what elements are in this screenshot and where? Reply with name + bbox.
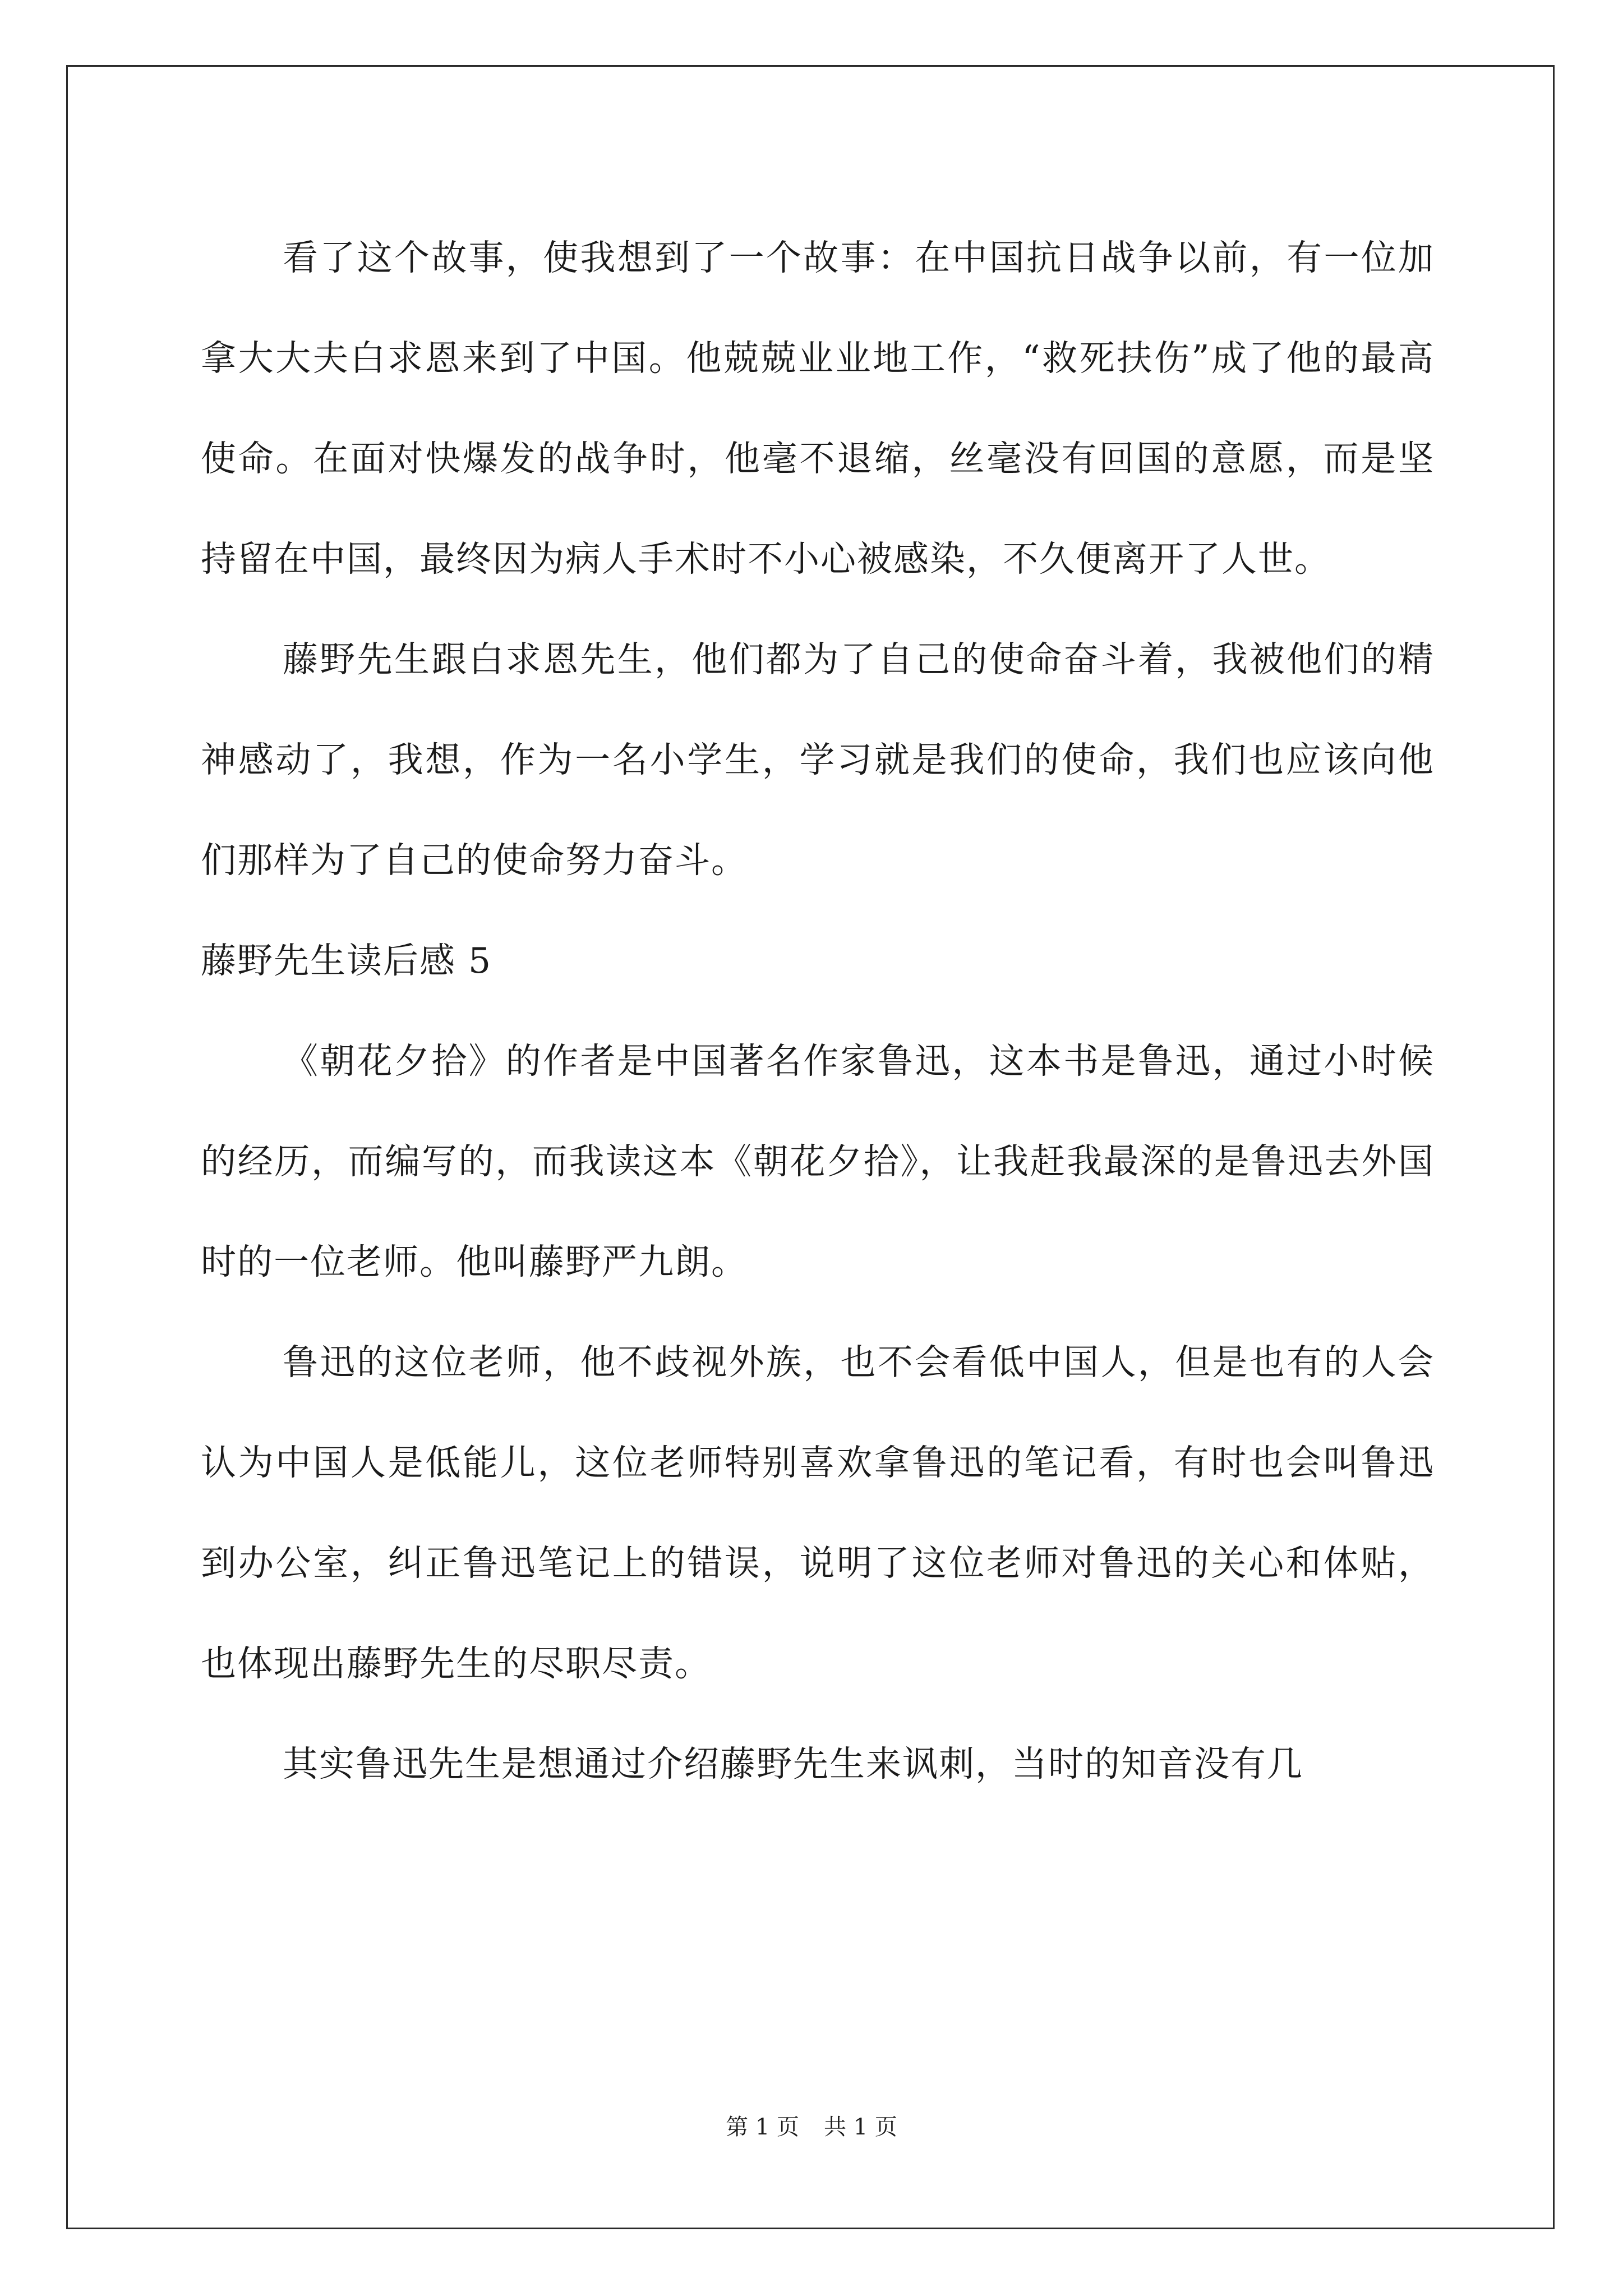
page-footer (0, 2110, 1623, 2144)
paragraph-satire: 其实鲁迅先生是想通过介绍藤野先生来讽刺，当时的知音没有几 (283, 1743, 1303, 1784)
paragraph-bethune-story: 看了这个故事，使我想到了一个故事：在中国抗日战争以前，有一位加拿大大夫白求恩来到了中国。他兢兢业业地工作，“救死扶伤”成了他的最高使命。在面对快爆发的战争时，他毫不退缩，丝毫没有回国的意愿，而是坚持留在中国，最终因为病人手术时不小心被感染，不久便离开了人世。 (201, 237, 1435, 579)
page-total: 共 1 页 (824, 2114, 897, 2140)
paragraph-book-intro: 《朝花夕拾》的作者是中国著名作家鲁迅，这本书是鲁迅，通过小时候的经历，而编写的，而我读这本《朝花夕拾》，让我赶我最深的是鲁迅去外国时的一位老师。他叫藤野严九朗。 (201, 1041, 1435, 1282)
document-body (201, 208, 1435, 1814)
page-number: 第 1 页 (726, 2114, 799, 2140)
paragraph-mission: 藤野先生跟白求恩先生，他们都为了自己的使命奋斗着，我被他们的精神感动了，我想，作为一名小学生，学习就是我们的使命，我们也应该向他们那样为了自己的使命努力奋斗。 (201, 639, 1435, 881)
section-heading: 藤野先生读后感 5 (201, 940, 492, 981)
paragraph-teacher: 鲁迅的这位老师，他不歧视外族，也不会看低中国人，但是也有的人会认为中国人是低能儿，这位老师特别喜欢拿鲁迅的笔记看，有时也会叫鲁迅到办公室，纠正鲁迅笔记上的错误，说明了这位老师对鲁迅的关心和体贴，也体现出藤野先生的尽职尽责。 (201, 1342, 1435, 1684)
